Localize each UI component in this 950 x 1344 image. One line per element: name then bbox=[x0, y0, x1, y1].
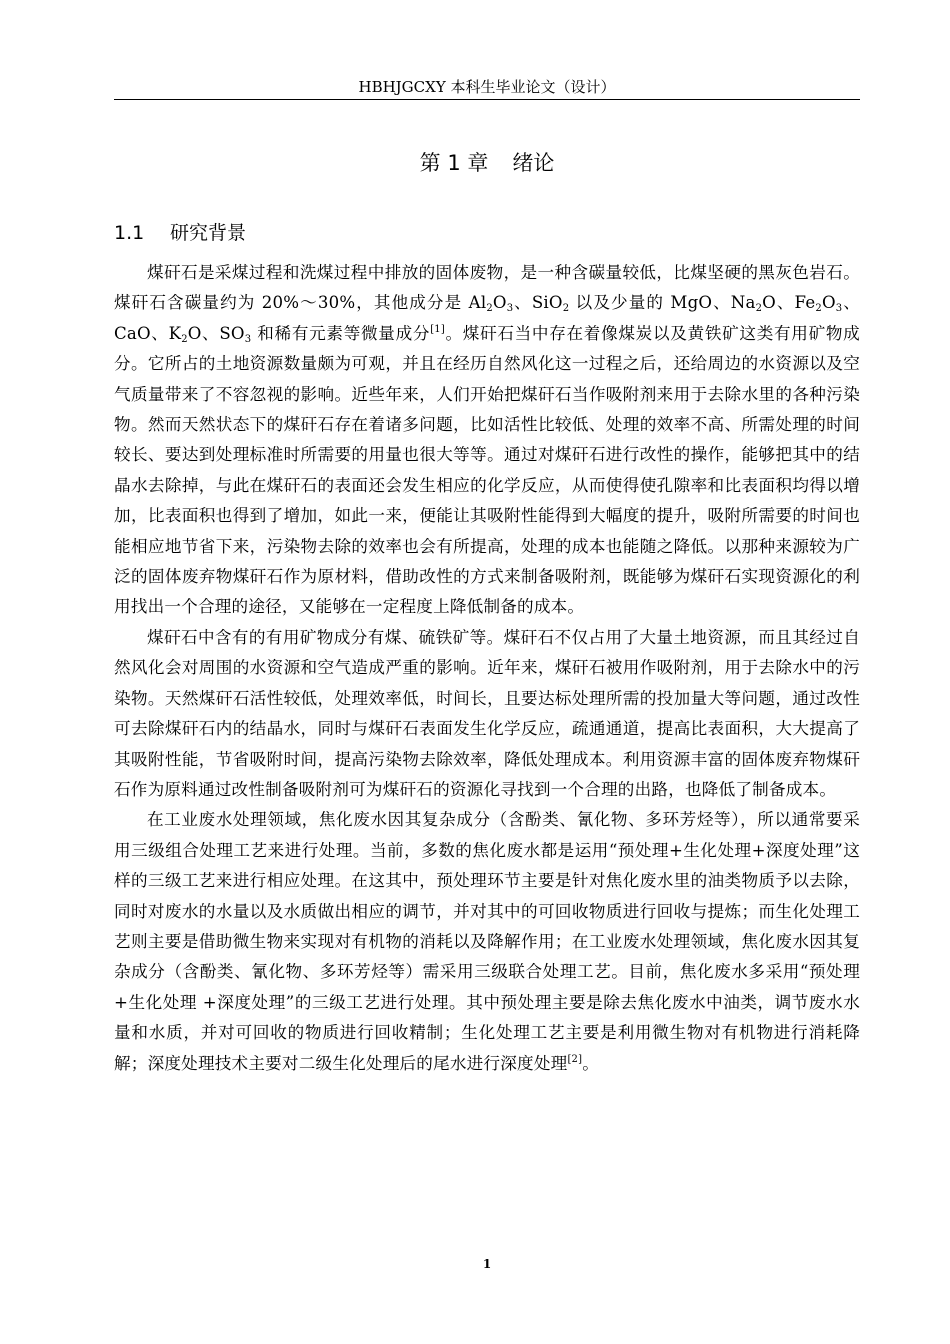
text-run: O、Fe bbox=[762, 293, 816, 313]
chapter-name: 绪论 bbox=[512, 151, 555, 175]
subscript: 2 bbox=[486, 303, 493, 315]
subscript: 3 bbox=[506, 303, 514, 315]
paragraph-2: 煤矸石中含有的有用矿物成分有煤、硫铁矿等。煤矸石不仅占用了大量土地资源，而且其经过自然风化会对周围的水资源和空气造成严重的影响。近年来，煤矸石被用作吸附剂，用于去除水中的污染物。天然煤矸石活性较低，处理效率低，时间长，且要达标处理所需的投加量大等问题，通过改性可去除煤矸石内的结晶水，同时与煤矸石表面发生化学反应，疏通通道，提高比表面积，大大提高了其吸附性能，节省吸附时间，提高污染物去除效率，降低处理成本。利用资源丰富的固体废弃物煤矸石作为原料通过改性制备吸附剂可为煤矸石的资源化寻找到一个合理的出路，也降低了制备成本。 bbox=[114, 627, 860, 799]
subscript: 2 bbox=[181, 333, 188, 345]
text-run: O bbox=[492, 293, 507, 313]
text-run: 煤矸石是采煤过程和洗煤过程中排放的固体废物，是一种含碳量较低，比煤坚硬的黑灰色岩石。煤矸石含碳量约为 20%～30%，其他成分是 Al bbox=[114, 263, 860, 313]
text-run: O bbox=[821, 293, 836, 313]
section-heading bbox=[114, 218, 246, 248]
chapter-number: 第 1 章 bbox=[419, 151, 489, 175]
body-text bbox=[114, 258, 860, 1079]
text-run: O、SO bbox=[187, 323, 245, 343]
paragraph-3 bbox=[114, 805, 860, 1079]
page-number: 1 bbox=[482, 1257, 492, 1271]
subscript: 2 bbox=[815, 303, 822, 315]
citation-ref-1[interactable]: [1] bbox=[430, 323, 445, 335]
text-run: 以及少量的 MgO、Na bbox=[569, 293, 756, 313]
citation-ref-2[interactable]: [2] bbox=[567, 1053, 583, 1065]
chapter-title bbox=[114, 146, 860, 180]
header-rule bbox=[114, 99, 860, 100]
text-run: 、SiO bbox=[513, 293, 563, 313]
section-number: 1.1 bbox=[114, 222, 145, 244]
running-header: HBHJGCXY 本科生毕业论文（设计） bbox=[358, 78, 616, 96]
text-run: 和稀有元素等微量成分 bbox=[251, 323, 431, 343]
text-run: 。煤矸石当中存在着像煤炭以及黄铁矿这类有用矿物成分。它所占的土地资源数量颇为可观，并且在经历自然风化这一过程之后，还给周边的水资源以及空气质量带来了不容忽视的影响。近些年来，人们开始把煤矸石当作吸附剂来用于去除水里的各种污染物。然而天然状态下的煤矸石存在着诸多问题，比如活性比较低、处理的效率不高、所需处理的时间较长、要达到处理标准时所需要的用量也很大等等。通过对煤矸石进行改性的操作，能够把其中的结晶水去除掉，与此在煤矸石的表面还会发生相应的化学反应，从而使得使孔隙率和比表面积均得以增加，比表面积也得到了增加，如此一来，便能让其吸附性能得到大幅度的提升，吸附所需要的时间也能相应地节省下来，污染物去除的效率也会有所提高，处理的成本也能随之降低。以那种来源较为广泛的固体废弃物煤矸石作为原材料，借助改性的方式来制备吸附剂，既能够为煤矸石实现资源化的利用找出一个合理的途径，又能够在一定程度上降低制备的成本。 bbox=[114, 323, 860, 617]
paragraph-1 bbox=[114, 258, 860, 623]
text-run: 。 bbox=[582, 1053, 599, 1073]
subscript: 3 bbox=[835, 303, 843, 315]
subscript: 2 bbox=[755, 303, 763, 315]
subscript: 3 bbox=[244, 333, 252, 345]
section-title: 研究背景 bbox=[170, 222, 247, 244]
subscript: 2 bbox=[562, 303, 570, 315]
text-run: 在工业废水处理领域，焦化废水因其复杂成分（含酚类、氰化物、多环芳烃等），所以通常要采用三级组合处理工艺来进行处理。当前，多数的焦化废水都是运用“预处理+生化处理+深度处理”这样的三级工艺来进行相应处理。在这其中，预处理环节主要是针对焦化废水里的油类物质予以去除，同时对废水的水量以及水质做出相应的调节，并对其中的可回收物质进行回收与提炼；而生化处理工艺则主要是借助微生物来实现对有机物的消耗以及降解作用；在工业废水处理领域，焦化废水因其复杂成分（含酚类、氰化物、多环芳烃等）需采用三级联合处理工艺。目前，焦化废水多采用“预处理+生化处理 +深度处理”的三级工艺进行处理。其中预处理主要是除去焦化废水中油类，调节废水水量和水质，并对可回收的物质进行回收精制；生化处理工艺主要是利用微生物对有机物进行消耗降解；深度处理技术主要对二级生化处理后的尾水进行深度处理 bbox=[114, 810, 860, 1073]
text-run: 、CaO、K bbox=[114, 293, 860, 343]
